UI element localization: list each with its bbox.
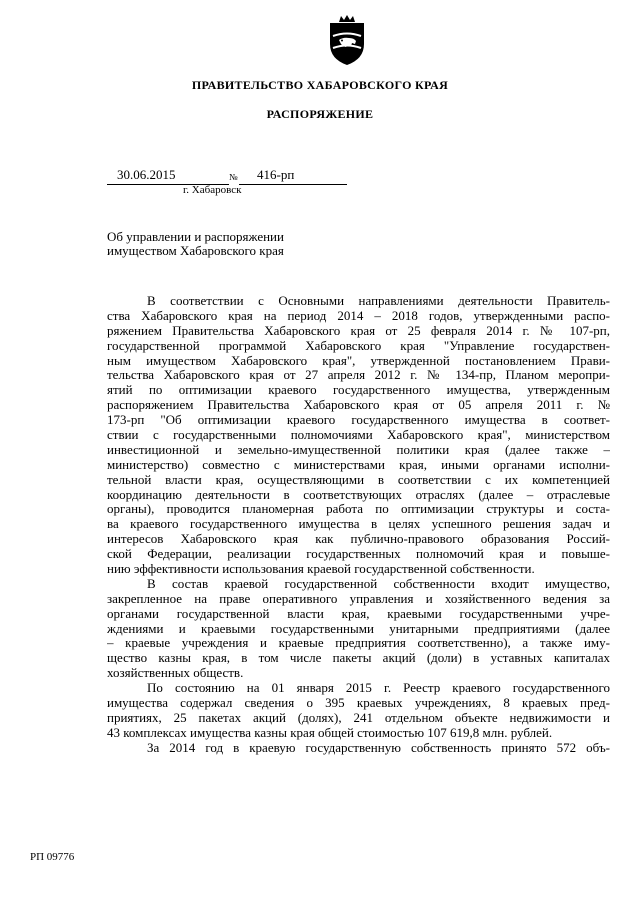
coat-of-arms-icon [325,14,369,66]
document-number: 416-рп [239,166,347,185]
body-line: тельной власти края, осуществляющими в соответствии с их компетенцией [107,472,610,487]
body-line: ждениями и краевыми государственными унитарными предприятиями (далее [107,621,610,636]
body-line: приятиях, 25 пакетах акций (долях), 241 отдельном объекте недвижимости и [107,710,610,725]
body-line: органы), проводится планомерная работа по оптимизации структуры и соста- [107,502,610,517]
body-line: 43 комплексах имущества казны края общей стоимостью 107 619,8 млн. рублей. [107,725,553,740]
body-line: органами государственной власти края, краевыми государственными учре- [107,606,610,621]
organization-title: ПРАВИТЕЛЬСТВО ХАБАРОВСКОГО КРАЯ [191,78,449,92]
body-line: ва краевого государственного имущества в целях успешного решения задач и [107,517,610,532]
body-line: государственной программой Хабаровского края "Управление государствен- [107,338,610,353]
body-line: По состоянию на 01 января 2015 г. Реестр краевого государственного [147,681,610,696]
document-body [107,294,610,756]
city-label: г. Хабаровск [183,184,242,196]
document-type: РАСПОРЯЖЕНИЕ [266,107,374,121]
body-line: ствии с государственными полномочиями Хабаровского края", министерством [107,428,610,443]
footer-code: РП 09776 [30,851,75,863]
body-line: нию эффективности использования краевой государственной собственности. [107,562,535,577]
body-line: щество казны края, в том числе пакеты акций (доли) в уставных капиталах [107,651,610,666]
body-line: имущества содержал сведения о 395 краевых учреждениях, 8 краевых пред- [107,696,610,711]
body-line: интересов Хабаровского края как публично-правового образования Россий- [107,532,610,547]
body-line: За 2014 год в краевую государственную собственность принято 572 объ- [147,740,610,755]
body-line: тельства Хабаровского края от 27 апреля 2012 г. № 134-пр, Планом меропри- [107,368,610,383]
body-line: ным имуществом Хабаровского края", утвержденной постановлением Прави- [107,353,610,368]
body-line: ства Хабаровского края на период 2014 – 2018 годов, утвержденными распо- [107,308,610,323]
body-line: инвестиционной и земельно-имущественной политики края (далее также – [107,442,610,457]
body-line: координацию деятельности в соответствующих отраслях (далее – отраслевые [107,487,610,502]
body-line: 173-рп "Об оптимизации краевого государственного имущества в соответ- [107,413,610,428]
body-line: министерство) совместно с министерствами края, иными органами исполни- [107,457,610,472]
subject-line: имуществом Хабаровского края [107,243,284,258]
body-line: ской Федерации, реализации государственных полномочий края и повыше- [107,547,610,562]
subject-line: Об управлении и распоряжении [107,229,284,244]
number-sign: № [229,172,238,182]
body-line: закрепленное на праве оперативного управления и хозяйственного ведения за [107,591,610,606]
body-line: хозяйственных обществ. [107,666,244,681]
document-date: 30.06.2015 [107,166,229,185]
body-line: В соответствии с Основными направлениями деятельности Правитель- [147,294,610,308]
body-line: – краевые учреждения и краевые предприятия соответственно), а также иму- [107,636,610,651]
body-line: ятий по оптимизации краевого государственного имущества, утвержденным [107,383,610,398]
document-subject [107,230,347,258]
body-line: В состав краевой государственной собственности входит имущество, [147,576,610,591]
body-line: ряжением Правительства Хабаровского края от 25 февраля 2014 г. № 107-рп, [107,323,610,338]
body-line: распоряжением Правительства Хабаровского края от 05 апреля 2011 г. № [107,398,610,413]
